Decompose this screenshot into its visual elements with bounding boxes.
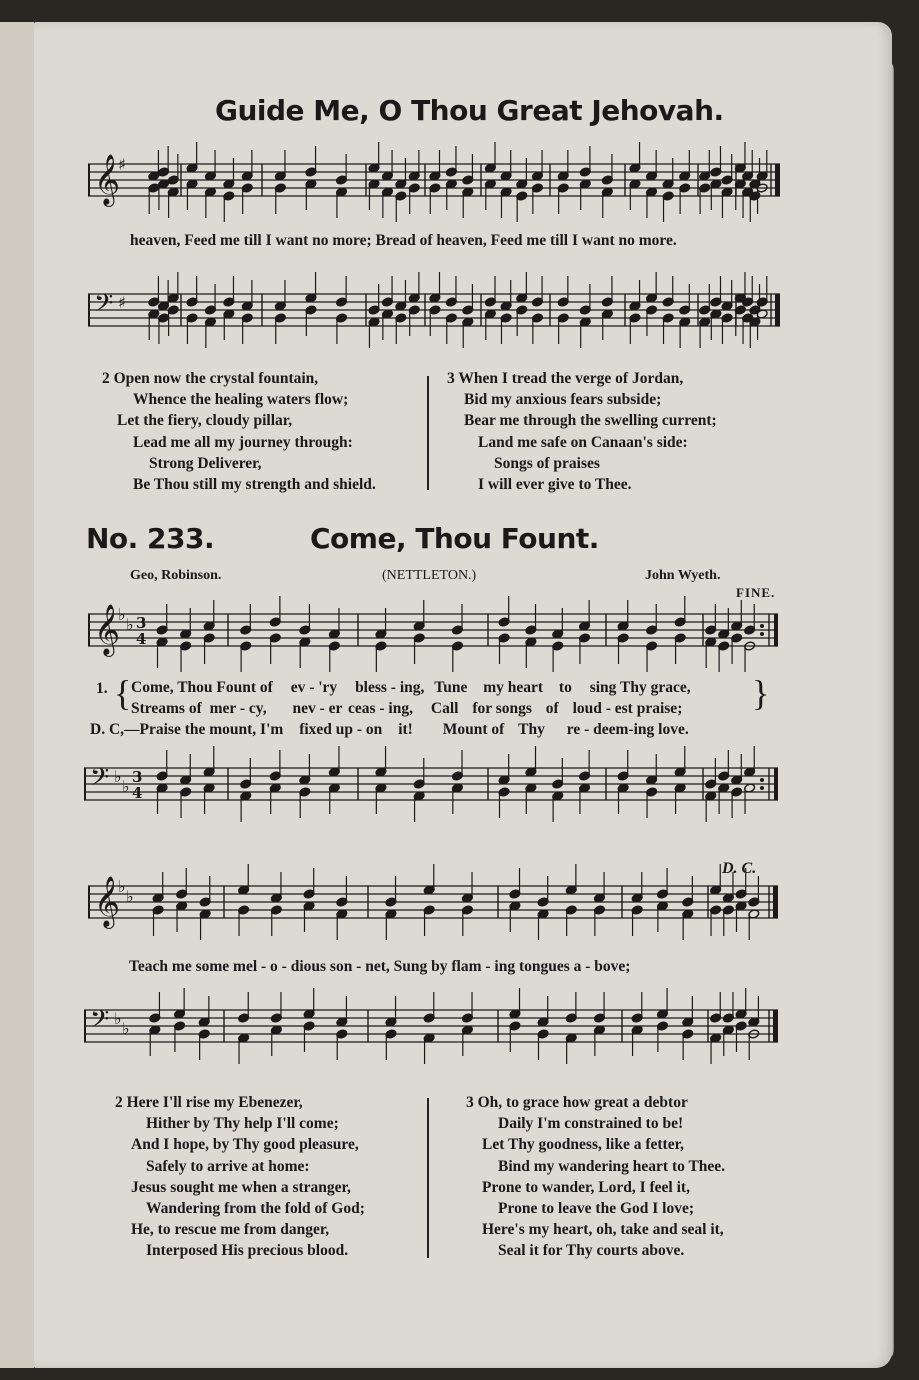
verse-line: Jesus sought me when a stranger, <box>131 1178 351 1196</box>
verse-line: And I hope, by Thy good pleasure, <box>131 1136 359 1154</box>
hymn-verse-3 <box>466 1092 725 1262</box>
final-barline <box>775 294 780 326</box>
lyric-syllable: for songs <box>472 700 532 717</box>
lyric-row-3 <box>90 721 689 739</box>
repeat-dot <box>760 624 764 628</box>
verse-line: Lead me all my journey through: <box>133 433 353 451</box>
lyric-syllable: Come, Thou Fount of <box>131 679 273 696</box>
lyric-syllable: it! <box>398 721 413 738</box>
lyric-syllable: bless - ing, <box>355 679 425 696</box>
hymn-tune-name: (NETTLETON.) <box>382 568 477 583</box>
lyric-syllable: fixed up - on <box>299 721 383 738</box>
time-signature: 3 <box>136 614 147 632</box>
lyric-row-2 <box>131 700 682 718</box>
repeat-barline <box>774 768 778 800</box>
repeat-dot <box>760 778 764 782</box>
lyric-syllable: Call <box>430 700 459 717</box>
sharp-icon: ♯ <box>118 293 126 312</box>
hymn-author: Geo, Robinson. <box>130 568 222 583</box>
verse-divider <box>427 376 429 490</box>
hymn-verse-2 <box>115 1092 365 1262</box>
bass-staff-2 <box>84 990 778 1070</box>
right-brace: } <box>752 673 770 713</box>
time-signature: 3 <box>132 768 143 786</box>
lyric-syllable: D. C,—Praise the mount, I'm <box>90 721 284 738</box>
verse-line: Seal it for Thy courts above. <box>498 1242 685 1260</box>
verse-line: 3 Oh, to grace how great a debtor <box>466 1094 688 1111</box>
hymn-top-verse-3 <box>447 368 717 495</box>
hymn-top-title: Guide Me, O Thou Great Jehovah. <box>215 94 724 127</box>
flat-icon: ♭ <box>118 605 126 624</box>
hymn-top-verse-2 <box>102 368 376 495</box>
flat-icon: ♭ <box>122 777 130 796</box>
lyric-row-4: Teach me some mel - o - dious son - net, Sung by flam - ing tongues a - bove; <box>129 958 631 975</box>
hymn-composer: John Wyeth. <box>645 568 721 583</box>
treble-clef-icon: 𝄞 <box>94 154 121 205</box>
verse-line: Bind my wandering heart to Thee. <box>498 1157 726 1175</box>
verse-line: Let Thy goodness, like a fetter, <box>482 1136 684 1154</box>
verse-line: I will ever give to Thee. <box>478 476 632 494</box>
lyric-syllable: ceas - ing, <box>347 700 413 717</box>
flat-icon: ♭ <box>118 877 126 896</box>
verse-line: Bear me through the swelling current; <box>464 412 717 430</box>
left-brace: { <box>114 673 132 713</box>
final-barline <box>775 164 780 196</box>
verse-line: Whence the healing waters flow; <box>133 391 349 409</box>
lyric-syllable: Mount of <box>442 721 505 738</box>
lyric-syllable: to <box>558 679 572 696</box>
verse-divider <box>427 1098 429 1258</box>
verse-line: Wandering from the fold of God; <box>146 1200 365 1218</box>
verse-line: He, to rescue me from danger, <box>131 1221 330 1239</box>
lyric-syllable: of <box>545 700 559 717</box>
flat-icon: ♭ <box>122 1019 130 1038</box>
treble-staff-top <box>88 150 780 220</box>
fine-marking: FINE. <box>736 585 776 600</box>
verse-line: Safely to arrive at home: <box>146 1157 310 1175</box>
lyric-row-1 <box>131 679 691 697</box>
verse-line: 3 When I tread the verge of Jordan, <box>447 370 684 387</box>
verse-line: Daily I'm constrained to be! <box>498 1115 684 1133</box>
final-barline <box>773 886 778 918</box>
flat-icon: ♭ <box>114 767 122 786</box>
hymn-number: No. 233. <box>86 522 215 555</box>
verse-line: Interposed His precious blood. <box>146 1242 349 1260</box>
repeat-dot <box>760 632 764 636</box>
time-signature: 4 <box>132 784 143 802</box>
verse-line: Let the fiery, cloudy pillar, <box>117 412 293 430</box>
time-signature: 4 <box>136 630 147 648</box>
bass-clef-icon: 𝄢 <box>94 289 114 324</box>
lyric-syllable: mer - cy, <box>209 700 267 717</box>
hymn-title: Come, Thou Fount. <box>310 522 599 555</box>
bass-staff-1 <box>84 758 778 830</box>
final-barline <box>773 1010 778 1042</box>
hymn-top-lyric-line: heaven, Feed me till I want no more; Bread of heaven, Feed me till I want no more. <box>130 232 677 249</box>
verse-line: Songs of praises <box>494 454 600 472</box>
verse-line: Hither by Thy help I'll come; <box>146 1115 339 1133</box>
verse-line: Here's my heart, oh, take and seal it, <box>482 1221 724 1239</box>
verse-line: Prone to leave the God I love; <box>498 1200 695 1218</box>
verse-number: 1. <box>96 680 108 697</box>
lyric-syllable: sing Thy grace, <box>589 679 691 696</box>
treble-staff-1 <box>88 602 778 674</box>
lyric-syllable: Streams of <box>131 700 202 717</box>
bass-clef-icon: 𝄢 <box>90 763 110 798</box>
verse-line: Be Thou still my strength and shield. <box>133 476 376 494</box>
bass-staff-top <box>88 278 780 358</box>
treble-clef-icon: 𝄞 <box>94 604 121 655</box>
lyric-syllable: Thy <box>518 721 545 738</box>
bass-clef-icon: 𝄢 <box>90 1005 110 1040</box>
dc-marking: D. C. <box>722 860 757 877</box>
verse-line: Bid my anxious fears subside; <box>464 391 662 409</box>
flat-icon: ♭ <box>126 887 134 906</box>
treble-clef-icon: 𝄞 <box>94 876 121 927</box>
verse-line: 2 Open now the crystal fountain, <box>102 370 319 387</box>
lyric-syllable: Tune <box>434 679 468 696</box>
lyric-syllable: ev - 'ry <box>290 679 338 696</box>
treble-staff-2 <box>88 874 778 946</box>
repeat-dot <box>760 786 764 790</box>
lyric-syllable: re - deem-ing love. <box>566 721 689 738</box>
verse-line: Land me safe on Canaan's side: <box>478 433 688 451</box>
flat-icon: ♭ <box>126 615 134 634</box>
verse-line: Strong Deliverer, <box>149 454 262 472</box>
sharp-icon: ♯ <box>118 155 126 174</box>
facing-page-edge <box>0 22 34 1368</box>
lyric-syllable: nev - er <box>292 700 343 717</box>
lyric-syllable: loud - est praise; <box>572 700 683 717</box>
lyric-syllable: my heart <box>483 679 544 696</box>
verse-line: 2 Here I'll rise my Ebenezer, <box>115 1094 303 1111</box>
verse-line: Prone to wander, Lord, I feel it, <box>482 1178 690 1196</box>
repeat-barline <box>774 614 778 646</box>
flat-icon: ♭ <box>114 1009 122 1028</box>
